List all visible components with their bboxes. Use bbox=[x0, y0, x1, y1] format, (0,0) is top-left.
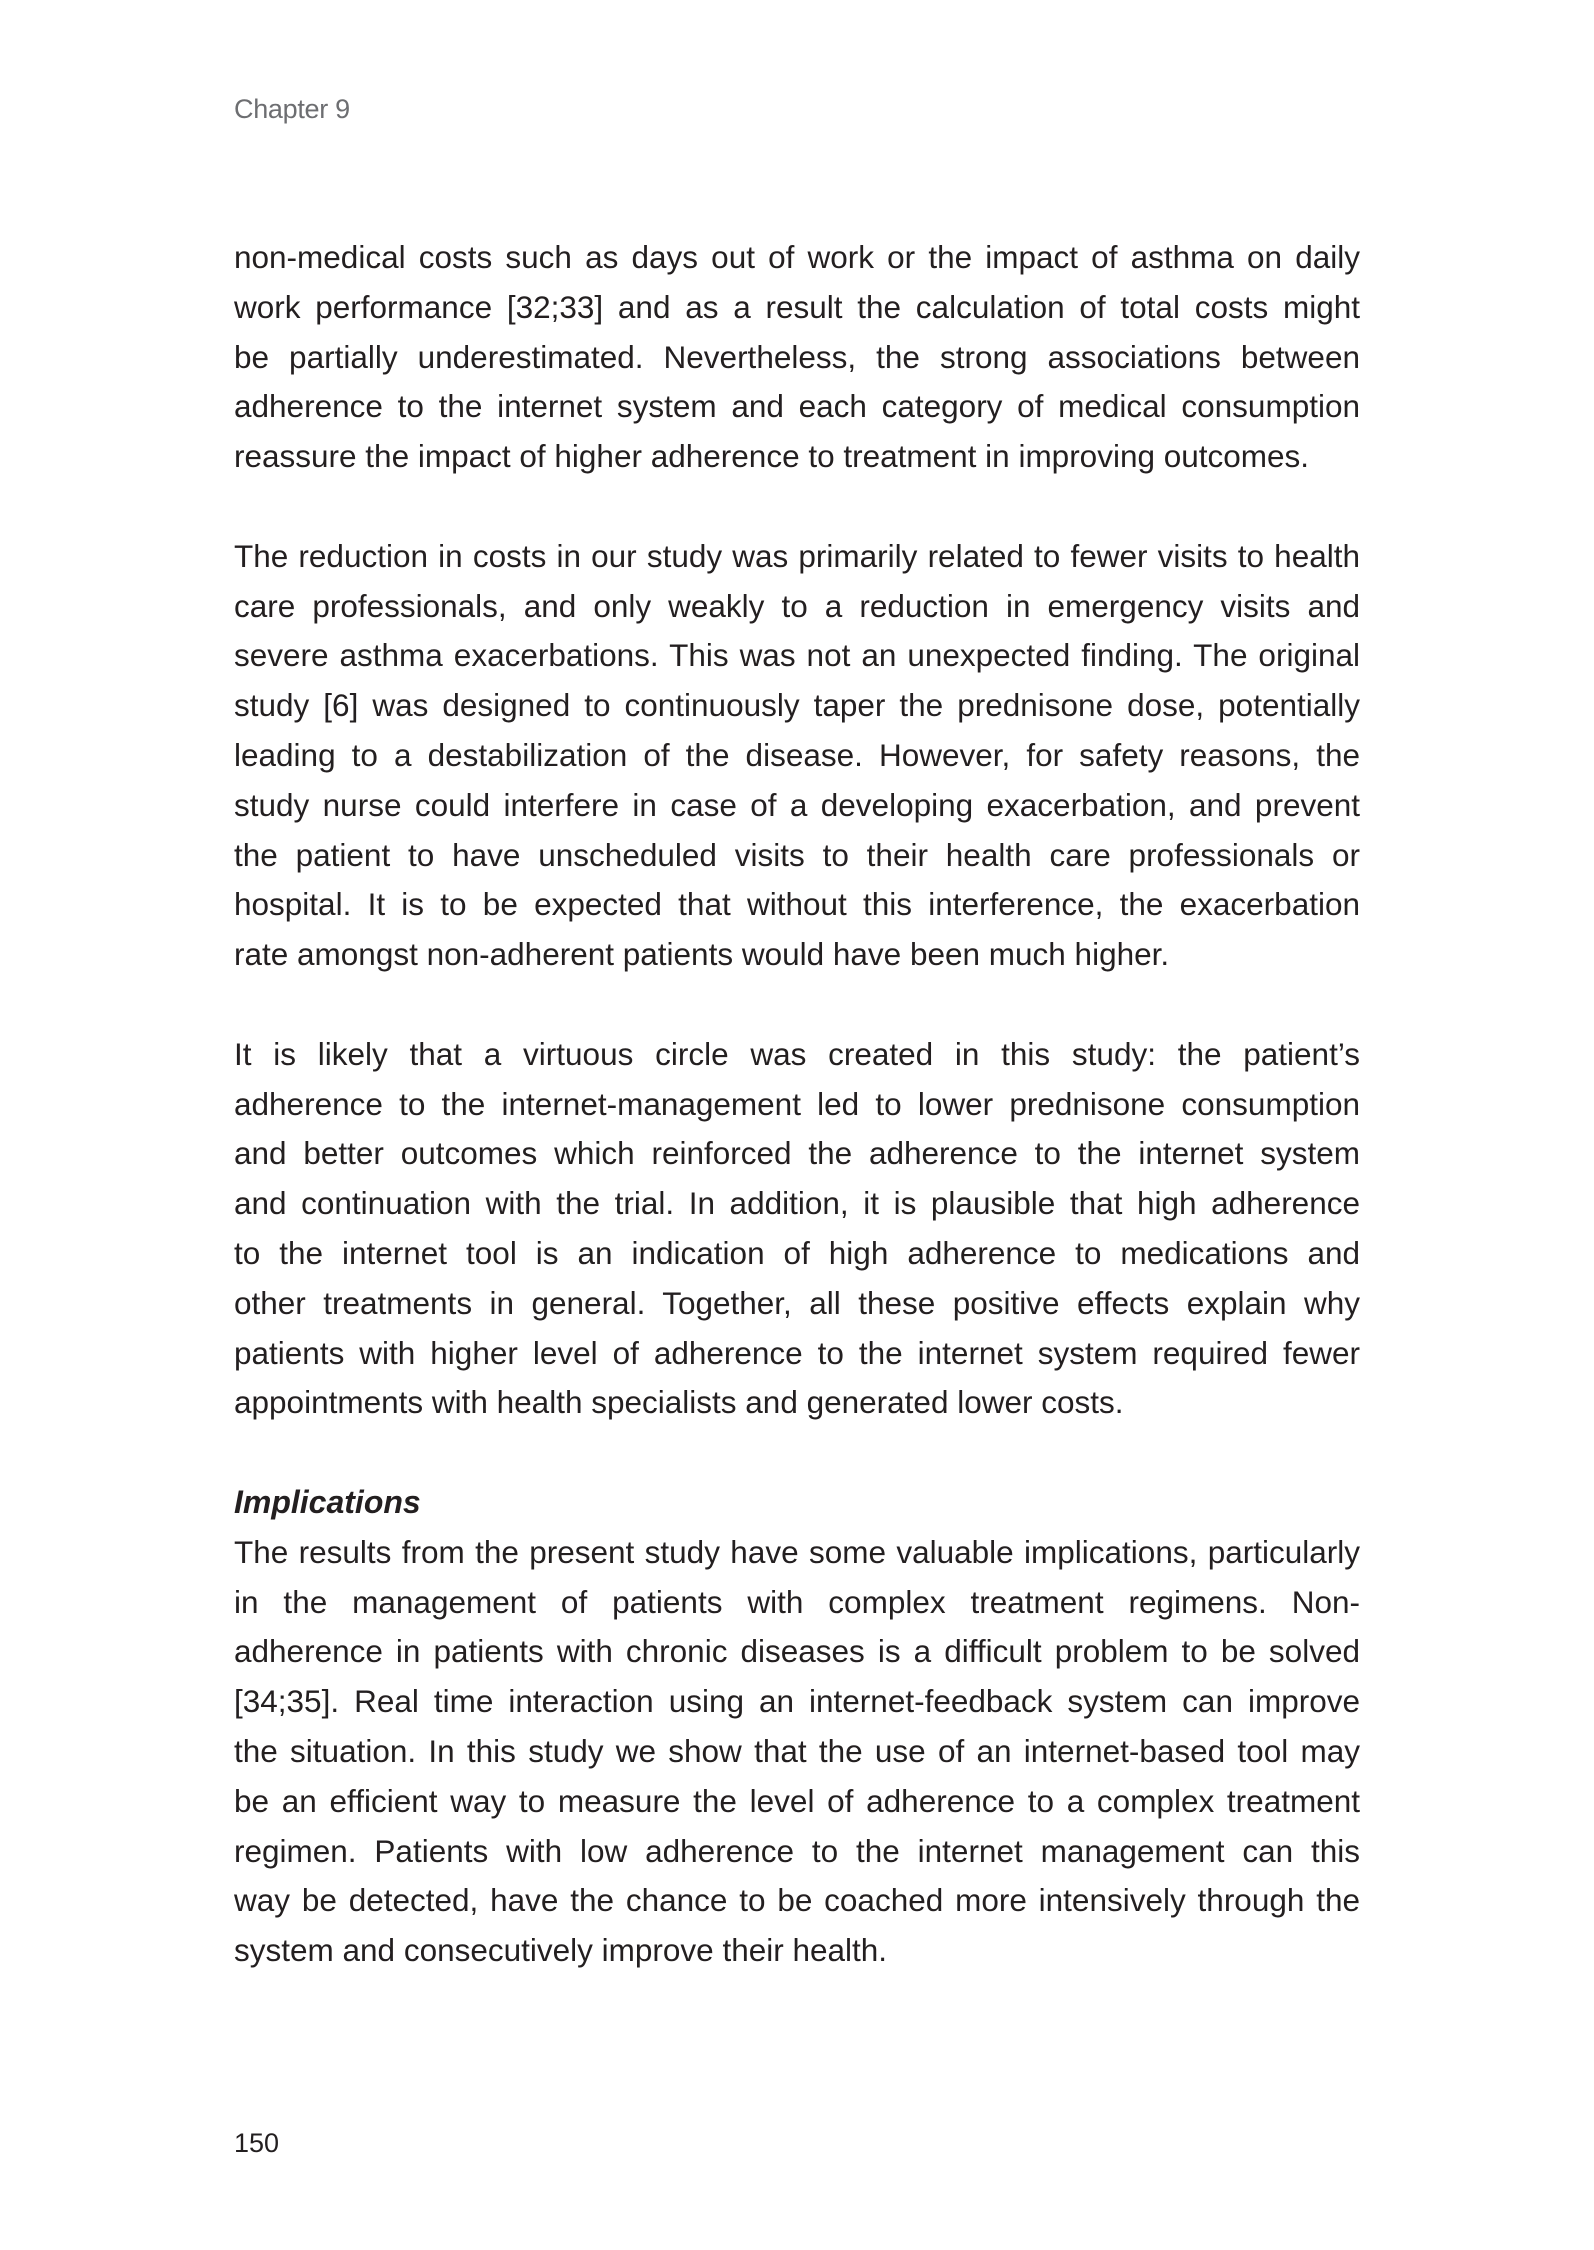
section-heading-implications: Implications bbox=[234, 1483, 421, 1520]
paragraph-costs-limitations bbox=[234, 233, 1360, 482]
paragraph-cost-reduction bbox=[234, 532, 1360, 980]
text-line: the situation. In this study we show that the use of an internet-based tool may bbox=[234, 1732, 1360, 1769]
text-line: reassure the impact of higher adherence to treatment in improving outcomes. bbox=[234, 438, 1310, 475]
text-line: and continuation with the trial. In addition, it is plausible that high adherence bbox=[234, 1185, 1360, 1222]
text-line: It is likely that a virtuous circle was created in this study: the patient’s bbox=[234, 1035, 1360, 1072]
paragraph-virtuous-circle bbox=[234, 1030, 1360, 1428]
text-line: The reduction in costs in our study was primarily related to fewer visits to health bbox=[234, 537, 1360, 574]
text-line: be partially underestimated. Nevertheless, the strong associations between bbox=[234, 338, 1360, 375]
paragraph-implications bbox=[234, 1528, 1360, 1976]
text-line: adherence in patients with chronic diseases is a difficult problem to be solved bbox=[234, 1633, 1360, 1670]
text-line: rate amongst non-adherent patients would have been much higher. bbox=[234, 936, 1170, 973]
running-head: Chapter 9 bbox=[234, 94, 350, 124]
text-line: severe asthma exacerbations. This was not an unexpected finding. The original bbox=[234, 637, 1360, 674]
text-line: regimen. Patients with low adherence to the internet management can this bbox=[234, 1832, 1360, 1869]
text-line: the patient to have unscheduled visits to their health care professionals or bbox=[234, 836, 1360, 873]
text-line: appointments with health specialists and generated lower costs. bbox=[234, 1384, 1124, 1421]
text-line: system and consecutively improve their health. bbox=[234, 1932, 888, 1969]
text-line: The results from the present study have some valuable implications, particularly bbox=[234, 1533, 1360, 1570]
text-line: hospital. It is to be expected that without this interference, the exacerbation bbox=[234, 886, 1360, 923]
page-number: 150 bbox=[234, 2128, 280, 2158]
text-line: be an efficient way to measure the level of adherence to a complex treatment bbox=[234, 1782, 1360, 1819]
text-line: way be detected, have the chance to be coached more intensively through the bbox=[234, 1882, 1360, 1919]
text-line: adherence to the internet system and each category of medical consumption bbox=[234, 388, 1360, 425]
text-line: work performance [32;33] and as a result the calculation of total costs might bbox=[234, 288, 1360, 325]
body-text bbox=[234, 233, 1360, 1976]
text-line: other treatments in general. Together, all these positive effects explain why bbox=[234, 1284, 1360, 1321]
text-line: patients with higher level of adherence to the internet system required fewer bbox=[234, 1334, 1360, 1371]
text-line: to the internet tool is an indication of high adherence to medications and bbox=[234, 1234, 1360, 1271]
text-line: leading to a destabilization of the disease. However, for safety reasons, the bbox=[234, 736, 1360, 773]
text-line: non-medical costs such as days out of work or the impact of asthma on daily bbox=[234, 239, 1360, 275]
text-line: and better outcomes which reinforced the adherence to the internet system bbox=[234, 1135, 1360, 1172]
text-line: study nurse could interfere in case of a developing exacerbation, and prevent bbox=[234, 786, 1360, 823]
text-line: adherence to the internet-management led to lower prednisone consumption bbox=[234, 1085, 1360, 1122]
text-line: study [6] was designed to continuously taper the prednisone dose, potentially bbox=[234, 687, 1360, 724]
text-line: in the management of patients with complex treatment regimens. Non- bbox=[234, 1583, 1360, 1620]
text-line: care professionals, and only weakly to a reduction in emergency visits and bbox=[234, 587, 1360, 624]
text-line: [34;35]. Real time interaction using an internet-feedback system can improve bbox=[234, 1683, 1360, 1720]
